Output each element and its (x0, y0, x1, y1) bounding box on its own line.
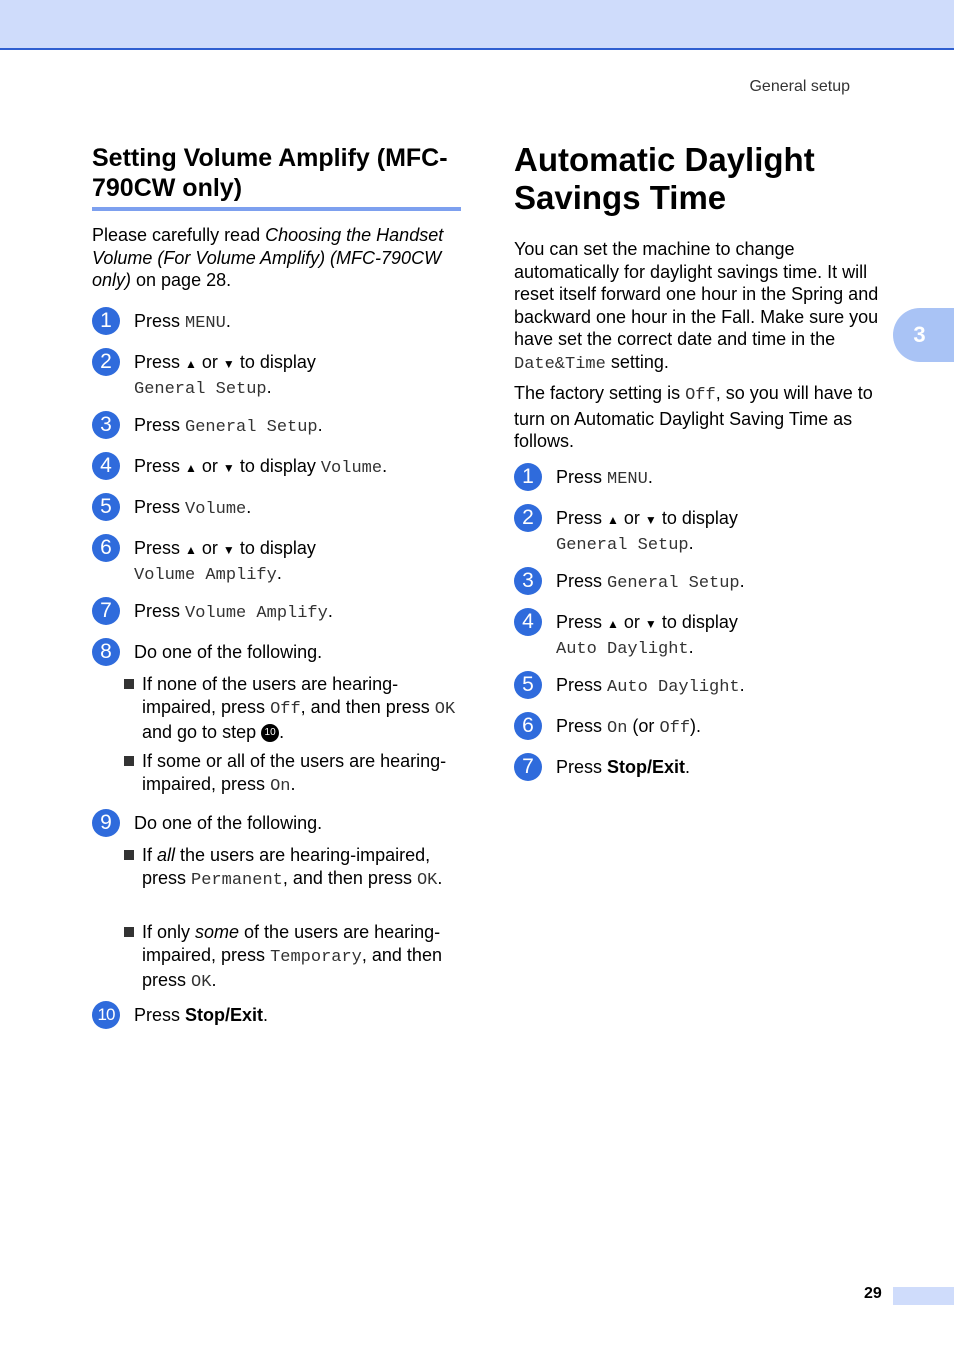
bullet-square-icon (124, 850, 134, 860)
step-text: Press ▲ or ▼ to display Auto Daylight. (556, 612, 738, 659)
chapter-tab: 3 (893, 308, 954, 362)
step-number: 3 (514, 567, 542, 595)
step-text: Press On (or Off). (556, 716, 702, 738)
step-number: 6 (92, 534, 120, 562)
step-text: Press ▲ or ▼ to display Volume. (134, 456, 388, 478)
step-text: Press Volume Amplify. (134, 601, 333, 623)
step-text: Do one of the following. (134, 813, 323, 833)
header-band (0, 0, 954, 50)
step-text: Press ▲ or ▼ to display Volume Amplify. (134, 538, 316, 585)
step-number: 5 (514, 671, 542, 699)
down-arrow-icon: ▼ (222, 357, 235, 371)
step-number: 3 (92, 411, 120, 439)
down-arrow-icon: ▼ (644, 617, 657, 631)
step-number: 1 (514, 463, 542, 491)
step-text: Press Auto Daylight. (556, 675, 745, 697)
step-text: Press MENU. (556, 467, 653, 489)
bullet-item: If some or all of the users are hearing-impaired, press On. (142, 750, 460, 798)
bullet-square-icon (124, 679, 134, 689)
step-text: Press ▲ or ▼ to display General Setup. (556, 508, 738, 555)
down-arrow-icon: ▼ (222, 543, 235, 557)
intro-paragraph: Please carefully read Choosing the Handset Volume (For Volume Amplify) (MFC-790CW only) on page 28. (92, 225, 444, 290)
step-number: 1 (92, 307, 120, 335)
step-number: 5 (92, 493, 120, 521)
step-number: 10 (92, 1001, 120, 1029)
up-arrow-icon: ▲ (607, 513, 619, 527)
page-number: 29 (864, 1285, 882, 1302)
step-text: Press Stop/Exit. (556, 757, 691, 777)
down-arrow-icon: ▼ (644, 513, 657, 527)
step-text: Press ▲ or ▼ to display General Setup. (134, 352, 316, 399)
cross-reference: Choosing the Handset Volume (For Volume Amplify) (MFC-790CW only) (92, 225, 444, 290)
step-text: Press Volume. (134, 497, 252, 519)
step-number: 4 (514, 608, 542, 636)
section-heading: Setting Volume Amplify (MFC-790CW only) (92, 143, 461, 211)
up-arrow-icon: ▲ (185, 357, 197, 371)
step-text: Press General Setup. (556, 571, 745, 593)
step-number: 9 (92, 809, 120, 837)
bullet-item: If all the users are hearing-impaired, press Permanent, and then press OK. (142, 844, 460, 892)
running-head: General setup (749, 78, 850, 95)
step-text: Press General Setup. (134, 415, 323, 437)
step-text: Press MENU. (134, 311, 231, 333)
step-number: 2 (92, 348, 120, 376)
bullet-square-icon (124, 756, 134, 766)
factory-setting-paragraph: The factory setting is Off, so you will have to turn on Automatic Daylight Saving Time as follows. (514, 383, 873, 451)
page-title: Automatic Daylight Savings Time (514, 141, 815, 216)
up-arrow-icon: ▲ (185, 461, 197, 475)
bullet-item: If only some of the users are hearing-impaired, press Temporary, and then press OK. (142, 921, 460, 995)
step-number: 8 (92, 638, 120, 666)
step-number: 7 (514, 753, 542, 781)
bullet-item: If none of the users are hearing-impaired, press Off, and then press OK and go to step 10 . (142, 673, 460, 744)
down-arrow-icon: ▼ (222, 461, 235, 475)
step-text: Do one of the following. (134, 642, 323, 662)
intro-paragraph: You can set the machine to change automatically for daylight savings time. It will reset itself forward one hour in the Spring and backward one hour in the Fall. Make sure you have set the correct date and time in the Date&Time setting. (514, 239, 879, 374)
up-arrow-icon: ▲ (607, 617, 619, 631)
step-text: Press Stop/Exit. (134, 1005, 269, 1025)
footer-band (893, 1287, 954, 1305)
up-arrow-icon: ▲ (185, 543, 197, 557)
step-number: 4 (92, 452, 120, 480)
step-number: 2 (514, 504, 542, 532)
step-number: 6 (514, 712, 542, 740)
bullet-square-icon (124, 927, 134, 937)
step-number: 7 (92, 597, 120, 625)
step-reference-badge: 10 (261, 724, 279, 742)
